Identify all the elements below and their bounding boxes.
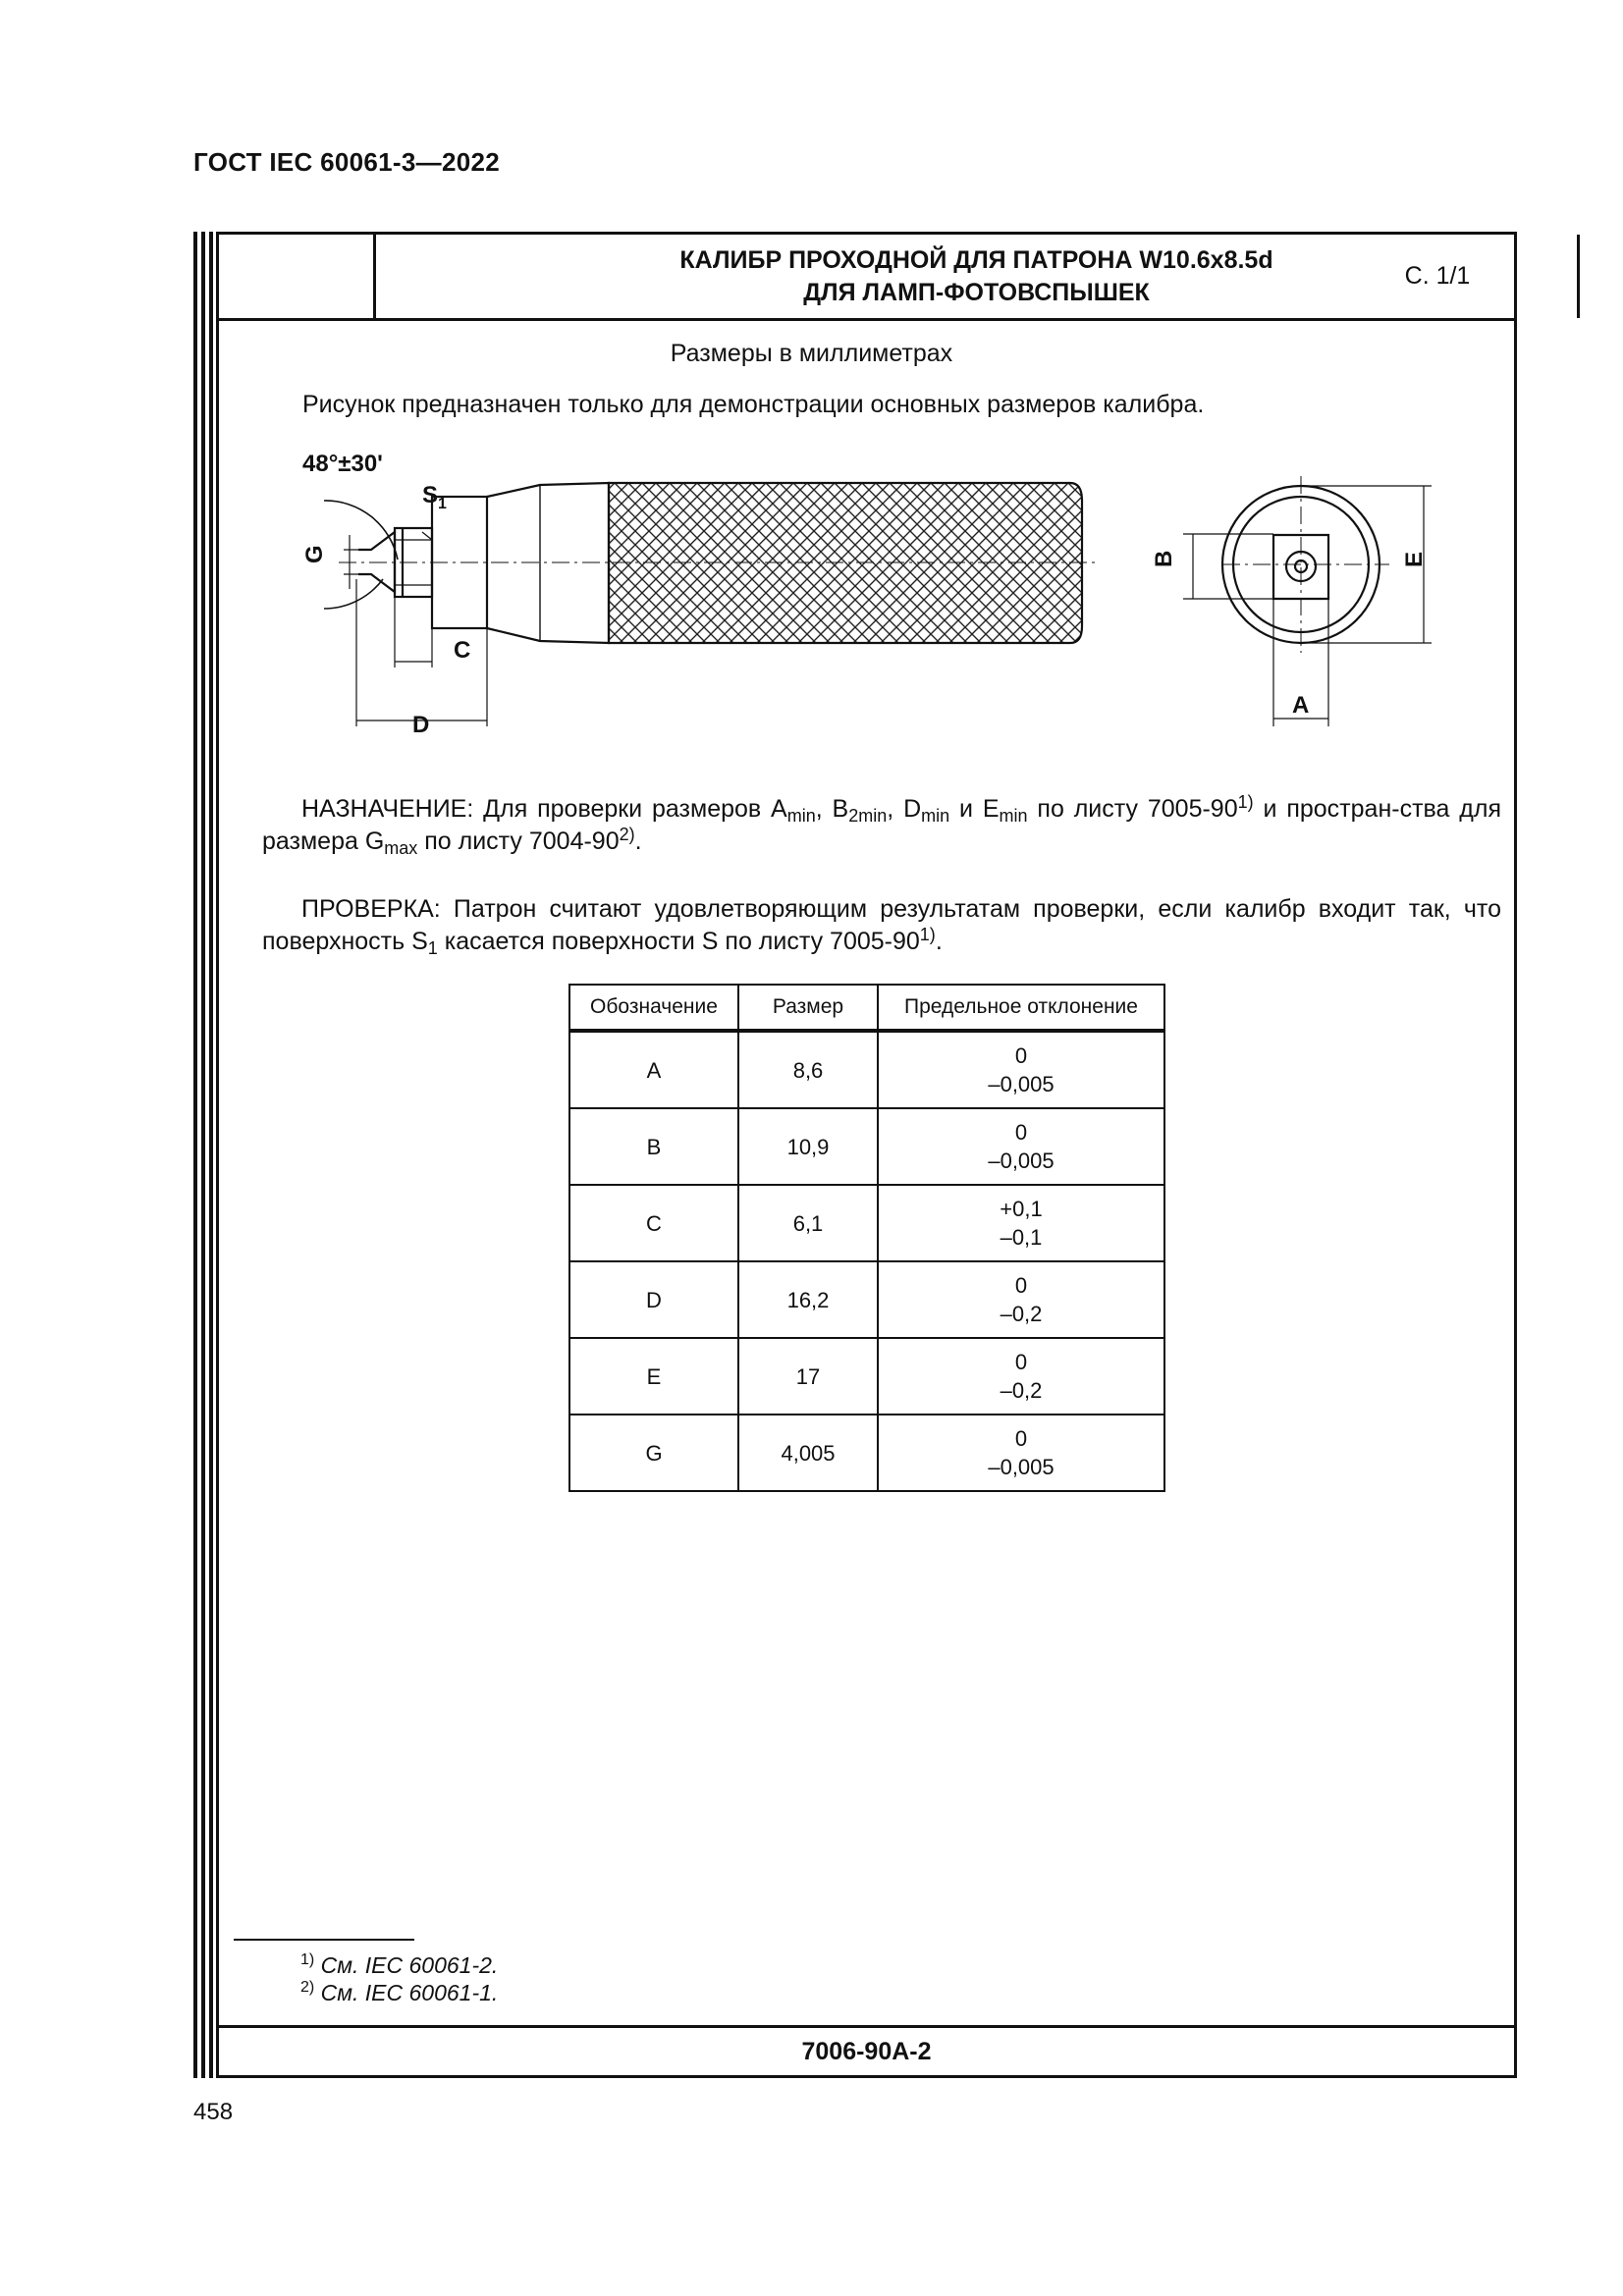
- cell-symbol: E: [569, 1338, 738, 1415]
- page-number: 458: [193, 2099, 234, 2125]
- cell-size: 8,6: [738, 1031, 878, 1108]
- margin-rule: [201, 232, 205, 2078]
- g-label: G: [301, 545, 328, 563]
- s1-label: $S_1$: [422, 482, 447, 512]
- dimensions-note: Размеры в миллиметрах: [670, 340, 953, 367]
- cell-size: 17: [738, 1338, 878, 1415]
- b-label: B: [1151, 550, 1177, 567]
- dimensions-table: [568, 984, 1165, 1492]
- sheet-title-line-2: ДЛЯ ЛАМП-ФОТОВСПЫШЕК: [803, 278, 1150, 306]
- table-row: [569, 1031, 1164, 1108]
- cell-deviation: +0,1 –0,1: [878, 1185, 1164, 1261]
- angle-label: 48°±30': [302, 451, 383, 477]
- cell-symbol: B: [569, 1108, 738, 1185]
- sheet-title-line-1: КАЛИБР ПРОХОДНОЙ ДЛЯ ПАТРОНА W10.6x8.5d: [679, 245, 1273, 274]
- table-row: [569, 1338, 1164, 1415]
- table-row: [569, 1185, 1164, 1261]
- e-label: E: [1401, 551, 1428, 567]
- a-label: A: [1292, 692, 1310, 719]
- figure-note: Рисунок предназначен только для демонстрации основных размеров калибра.: [302, 391, 1205, 418]
- sheet-code: 7006-90А-2: [219, 2025, 1514, 2075]
- document-header: ГОСТ IEC 60061-3—2022: [193, 147, 500, 177]
- cell-symbol: A: [569, 1031, 738, 1108]
- cell-deviation: 0 –0,005: [878, 1415, 1164, 1491]
- d-label: D: [412, 712, 430, 738]
- sheet-number: С. 1/1: [1404, 262, 1471, 290]
- cell-deviation: 0 –0,2: [878, 1338, 1164, 1415]
- header-size: Размер: [738, 985, 878, 1031]
- footnote-1: $^{1)}$ См. IEC 60061-2.: [300, 1951, 499, 1978]
- cell-symbol: D: [569, 1261, 738, 1338]
- cell-symbol: C: [569, 1185, 738, 1261]
- table-row: [569, 1415, 1164, 1491]
- cell-size: 10,9: [738, 1108, 878, 1185]
- cell-deviation: 0 –0,005: [878, 1108, 1164, 1185]
- header-symbol: Обозначение: [569, 985, 738, 1031]
- cell-size: 6,1: [738, 1185, 878, 1261]
- table-row: [569, 1108, 1164, 1185]
- title-block: [219, 235, 1514, 321]
- c-label: C: [454, 637, 471, 664]
- footnote-2: $^{2)}$ См. IEC 60061-1.: [300, 1979, 499, 2005]
- purpose-paragraph: НАЗНАЧЕНИЕ: Для проверки размеров $A_{min}$, $B_{2min}$, $D_{min}$ и $E_{min}$ по листу 7005-90$^{1)}$ и простран-ства для размера $G_{max}$ по листу 7004-90$^{2)}$.: [262, 792, 1502, 858]
- footnote-rule: [234, 1939, 414, 1941]
- header-deviation: Предельное отклонение: [878, 985, 1164, 1031]
- table-row: [569, 1261, 1164, 1338]
- margin-rule: [193, 232, 197, 2078]
- gauge-drawing: [285, 442, 1463, 766]
- cell-size: 4,005: [738, 1415, 878, 1491]
- title-empty-cell: [219, 235, 376, 318]
- cell-size: 16,2: [738, 1261, 878, 1338]
- cell-deviation: 0 –0,2: [878, 1261, 1164, 1338]
- cell-deviation: 0 –0,005: [878, 1031, 1164, 1108]
- margin-rule: [209, 232, 213, 2078]
- check-paragraph: ПРОВЕРКА: Патрон считают удовлетворяющим результатам проверки, если калибр входит так, что поверхность $S_1$ касается поверхности S по листу 7005-90$^{1)}$.: [262, 895, 1501, 958]
- cell-symbol: G: [569, 1415, 738, 1491]
